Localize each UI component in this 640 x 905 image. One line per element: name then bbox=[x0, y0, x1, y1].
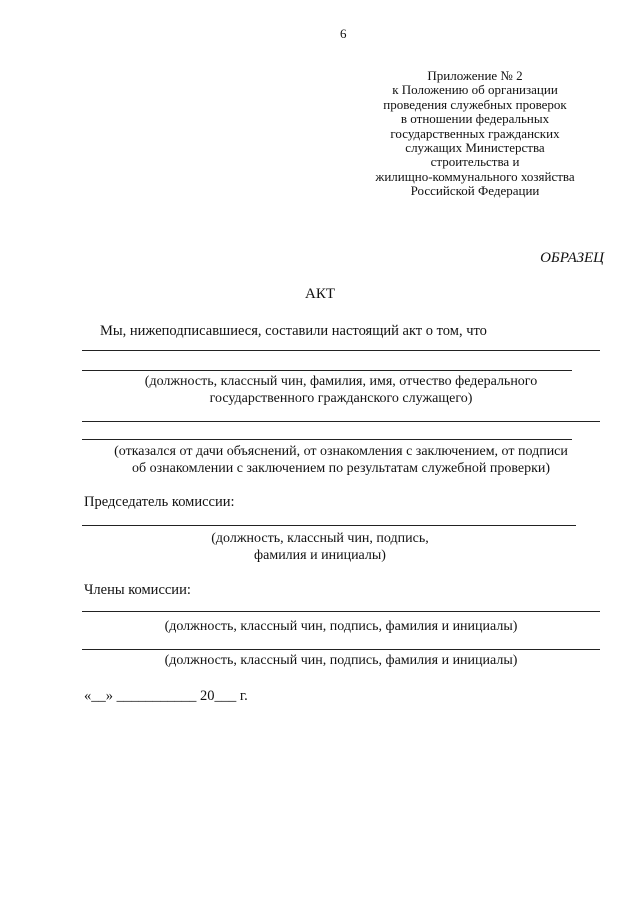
chairman-label: Председатель комиссии: bbox=[84, 494, 235, 510]
refusal-caption bbox=[82, 443, 600, 477]
members-label: Члены комиссии: bbox=[84, 582, 191, 598]
signature-line bbox=[82, 525, 576, 526]
chairman-caption bbox=[180, 530, 460, 564]
caption-line: (должность, классный чин, фамилия, имя, отчество федерального bbox=[144, 374, 538, 389]
appendix-line: Российской Федерации bbox=[410, 183, 540, 199]
appendix-line: к Положению об организации bbox=[392, 82, 558, 98]
fill-line bbox=[82, 370, 572, 371]
signature-line bbox=[82, 649, 600, 650]
intro-paragraph: Мы, нижеподписавшиеся, составили настоящий акт о том, что bbox=[100, 323, 487, 339]
member-caption: (должность, классный чин, подпись, фамилия и инициалы) bbox=[164, 619, 518, 634]
appendix-line: Приложение № 2 bbox=[427, 68, 523, 83]
employee-caption bbox=[82, 373, 600, 407]
caption-line: фамилия и инициалы) bbox=[254, 548, 386, 563]
appendix-line: строительства и bbox=[430, 154, 520, 170]
document-title: АКТ bbox=[305, 286, 335, 302]
fill-line bbox=[82, 439, 572, 440]
signature-line bbox=[82, 611, 600, 612]
fill-line bbox=[82, 350, 600, 351]
appendix-line: служащих Министерства bbox=[405, 140, 545, 156]
appendix-line: в отношении федеральных bbox=[400, 111, 550, 127]
appendix-header bbox=[350, 69, 600, 199]
caption-line: об ознакомлении с заключением по результатам служебной проверки) bbox=[131, 461, 551, 476]
caption-line: (отказался от дачи объяснений, от ознакомления с заключением, от подписи bbox=[114, 444, 568, 459]
appendix-line: проведения служебных проверок bbox=[383, 96, 567, 112]
sample-label: ОБРАЗЕЦ bbox=[540, 250, 604, 266]
appendix-line: государственных гражданских bbox=[390, 125, 560, 141]
caption-line: государственного гражданского служащего) bbox=[209, 391, 473, 406]
caption-line: (должность, классный чин, подпись, bbox=[211, 531, 429, 546]
appendix-line: жилищно-коммунального хозяйства bbox=[375, 168, 575, 184]
page-number: 6 bbox=[340, 26, 347, 41]
member-caption: (должность, классный чин, подпись, фамилия и инициалы) bbox=[164, 653, 518, 668]
fill-line bbox=[82, 421, 600, 422]
date-line: «__» ___________ 20___ г. bbox=[84, 688, 248, 704]
